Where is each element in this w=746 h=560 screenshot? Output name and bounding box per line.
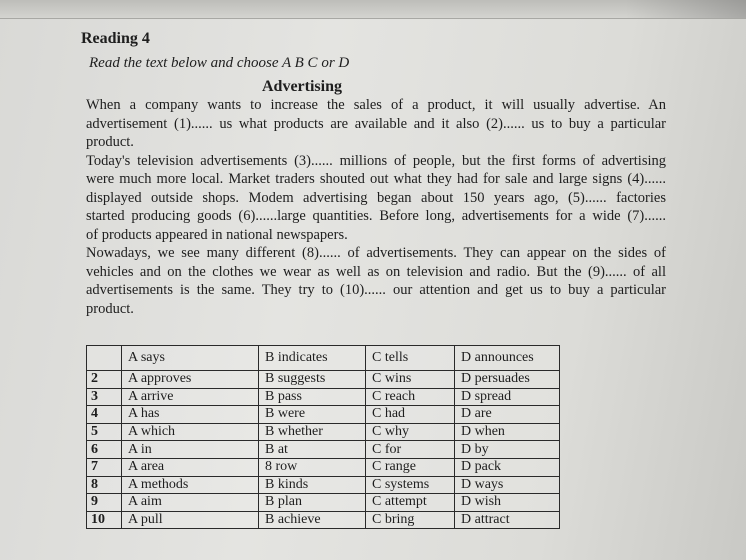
option-d: D wish	[455, 494, 560, 512]
option-d: D spread	[455, 388, 560, 406]
option-b: B at	[259, 441, 366, 459]
passage-line: Today's television advertisements (3)...... millions of people, but the first forms of advertising	[86, 152, 666, 169]
passage-line: started producing goods (6)......large quantities. Before long, advertisements for a wide (7)......	[86, 208, 666, 224]
option-b: 8 row	[259, 458, 366, 476]
question-number: 3	[87, 388, 122, 406]
section-heading: Reading 4	[81, 30, 150, 47]
option-c: C why	[366, 423, 455, 441]
option-b: B pass	[259, 388, 366, 406]
option-b: B plan	[259, 494, 366, 512]
options-row	[87, 458, 560, 476]
option-c: C range	[366, 458, 455, 476]
question-number: 2	[87, 371, 122, 389]
passage-line: product.	[86, 134, 134, 150]
passage-line: product.	[86, 300, 134, 317]
option-b: B were	[259, 406, 366, 424]
options-row	[87, 423, 560, 441]
option-a: A in	[122, 441, 259, 459]
option-a: A aim	[122, 494, 259, 512]
passage-line: were much more local. Market traders shouted out what they had for sale and large signs (4)......	[86, 171, 666, 187]
reading-passage	[86, 96, 666, 318]
option-c: C wins	[366, 371, 455, 389]
question-number: 6	[87, 441, 122, 459]
option-d: D pack	[455, 458, 560, 476]
options-row	[87, 441, 560, 459]
option-c: C systems	[366, 476, 455, 494]
options-row	[87, 476, 560, 494]
option-b: B achieve	[259, 511, 366, 529]
passage-title: Advertising	[262, 78, 342, 95]
options-row	[87, 388, 560, 406]
option-a: A area	[122, 458, 259, 476]
option-b: B kinds	[259, 476, 366, 494]
option-a: A arrive	[122, 388, 259, 406]
option-d: D are	[455, 406, 560, 424]
option-d: D ways	[455, 476, 560, 494]
options-row	[87, 511, 560, 529]
option-d: D announces	[455, 346, 560, 371]
question-number: 10	[87, 511, 122, 529]
question-number	[87, 346, 122, 371]
option-c: C tells	[366, 346, 455, 371]
passage-line: displayed outside shops. Modem advertising began about 150 years ago, (5)...... factories	[86, 189, 666, 206]
options-row	[87, 494, 560, 512]
option-c: C for	[366, 441, 455, 459]
passage-line: When a company wants to increase the sales of a product, it will usually advertise. An	[86, 97, 666, 113]
options-row	[87, 371, 560, 389]
option-d: D when	[455, 423, 560, 441]
question-number: 9	[87, 494, 122, 512]
option-a: A which	[122, 423, 259, 441]
options-row	[87, 406, 560, 424]
option-b: B suggests	[259, 371, 366, 389]
passage-line: Nowadays, we see many different (8)...... of advertisements. They can appear on the sides of	[86, 245, 666, 261]
option-d: D attract	[455, 511, 560, 529]
passage-line: advertisement (1)...... us what products are available and it also (2)...... us to buy a particular	[86, 115, 666, 132]
option-c: C reach	[366, 388, 455, 406]
option-a: A says	[122, 346, 259, 371]
option-a: A approves	[122, 371, 259, 389]
question-number: 8	[87, 476, 122, 494]
option-c: C had	[366, 406, 455, 424]
answer-options-table	[86, 345, 560, 529]
option-b: B indicates	[259, 346, 366, 371]
instruction-text: Read the text below and choose A B C or D	[89, 55, 350, 71]
passage-line: advertisements is the same. They try to (10)...... our attention and get us to buy a particular	[86, 282, 666, 298]
options-row	[87, 346, 560, 371]
question-number: 7	[87, 458, 122, 476]
option-a: A methods	[122, 476, 259, 494]
option-b: B whether	[259, 423, 366, 441]
option-a: A has	[122, 406, 259, 424]
question-number: 4	[87, 406, 122, 424]
option-d: D by	[455, 441, 560, 459]
question-number: 5	[87, 423, 122, 441]
option-a: A pull	[122, 511, 259, 529]
option-c: C bring	[366, 511, 455, 529]
option-d: D persuades	[455, 371, 560, 389]
option-c: C attempt	[366, 494, 455, 512]
passage-line: vehicles and on the clothes we wear as well as on television and radio. But the (9)...... of all	[86, 263, 666, 280]
passage-line: of products appeared in national newspapers.	[86, 226, 348, 243]
page-top-fold	[0, 0, 746, 19]
